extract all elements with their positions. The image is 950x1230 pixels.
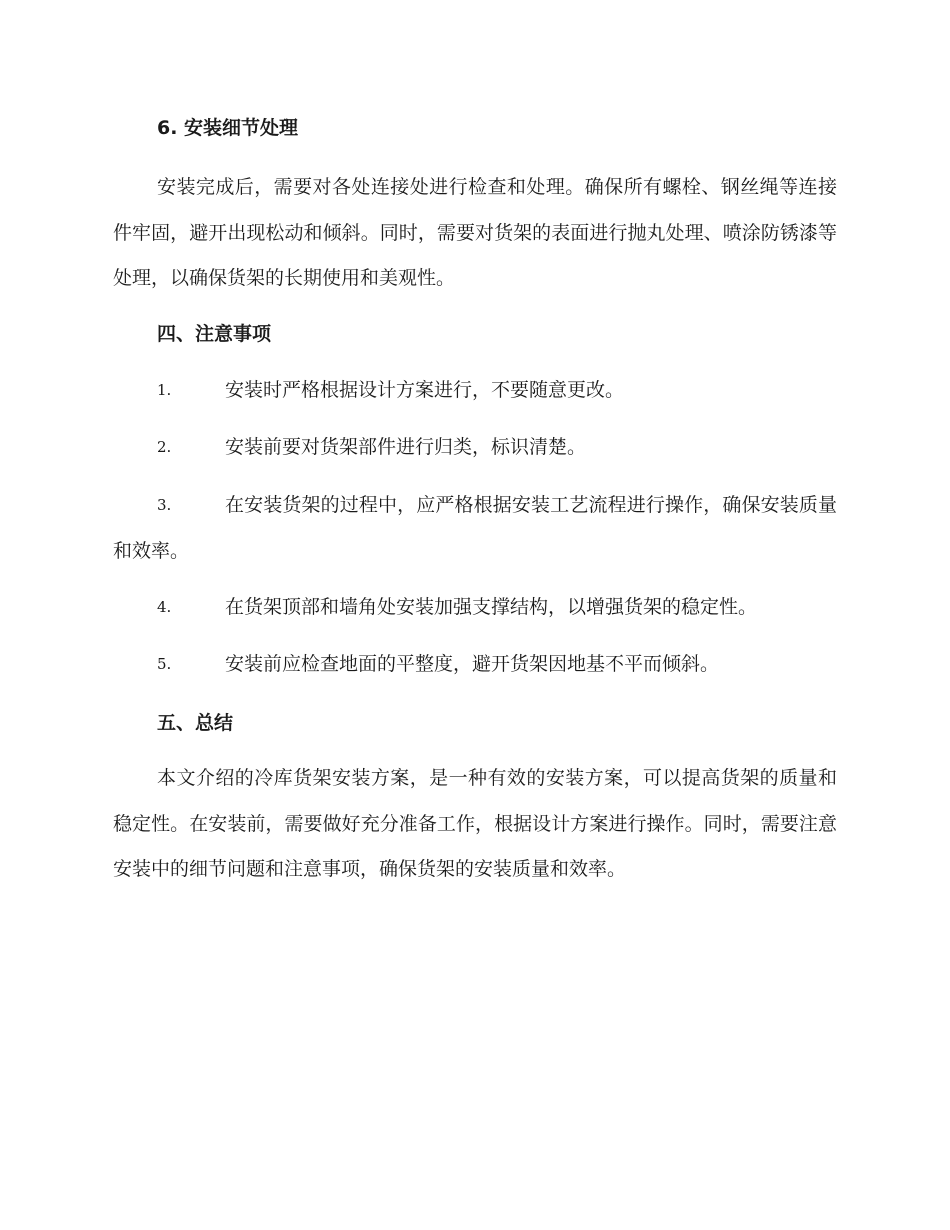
list-item-text: 安装前要对货架部件进行归类，标识清楚。 bbox=[225, 436, 587, 458]
list-item-number: 5. bbox=[157, 655, 172, 673]
list-item-text: 安装时严格根据设计方案进行，不要随意更改。 bbox=[225, 379, 625, 401]
section-5-paragraph: 本文介绍的冷库货架安装方案，是一种有效的安装方案，可以提高货架的质量和稳定性。在安装前，需要做好充分准备工作，根据设计方案进行操作。同时，需要注意安装中的细节问题和注意事项，确保货架的安装质量和效率。 bbox=[113, 767, 837, 880]
list-item-number: 1. bbox=[157, 381, 172, 399]
list-item bbox=[113, 368, 837, 414]
list-item-text: 在货架顶部和墙角处安装加强支撑结构，以增强货架的稳定性。 bbox=[225, 596, 758, 618]
list-item bbox=[113, 642, 837, 688]
section-4-heading: 四、注意事项 bbox=[157, 323, 272, 345]
section-5-heading: 五、总结 bbox=[157, 712, 234, 734]
list-item-number: 2. bbox=[157, 438, 172, 456]
list-item-number: 4. bbox=[157, 598, 172, 616]
list-item bbox=[113, 425, 837, 471]
section-6-heading: 6. 安装细节处理 bbox=[157, 117, 299, 139]
list-item bbox=[113, 585, 837, 631]
section-6-paragraph: 安装完成后，需要对各处连接处进行检查和处理。确保所有螺栓、钢丝绳等连接件牢固，避开出现松动和倾斜。同时，需要对货架的表面进行抛丸处理、喷涂防锈漆等处理，以确保货架的长期使用和美观性。 bbox=[113, 176, 837, 289]
list-item-text: 在安装货架的过程中，应严格根据安装工艺流程进行操作，确保安装质量和效率。 bbox=[113, 494, 837, 562]
list-item-number: 3. bbox=[157, 496, 172, 514]
list-item-text: 安装前应检查地面的平整度，避开货架因地基不平而倾斜。 bbox=[225, 653, 720, 675]
list-item bbox=[113, 483, 837, 574]
